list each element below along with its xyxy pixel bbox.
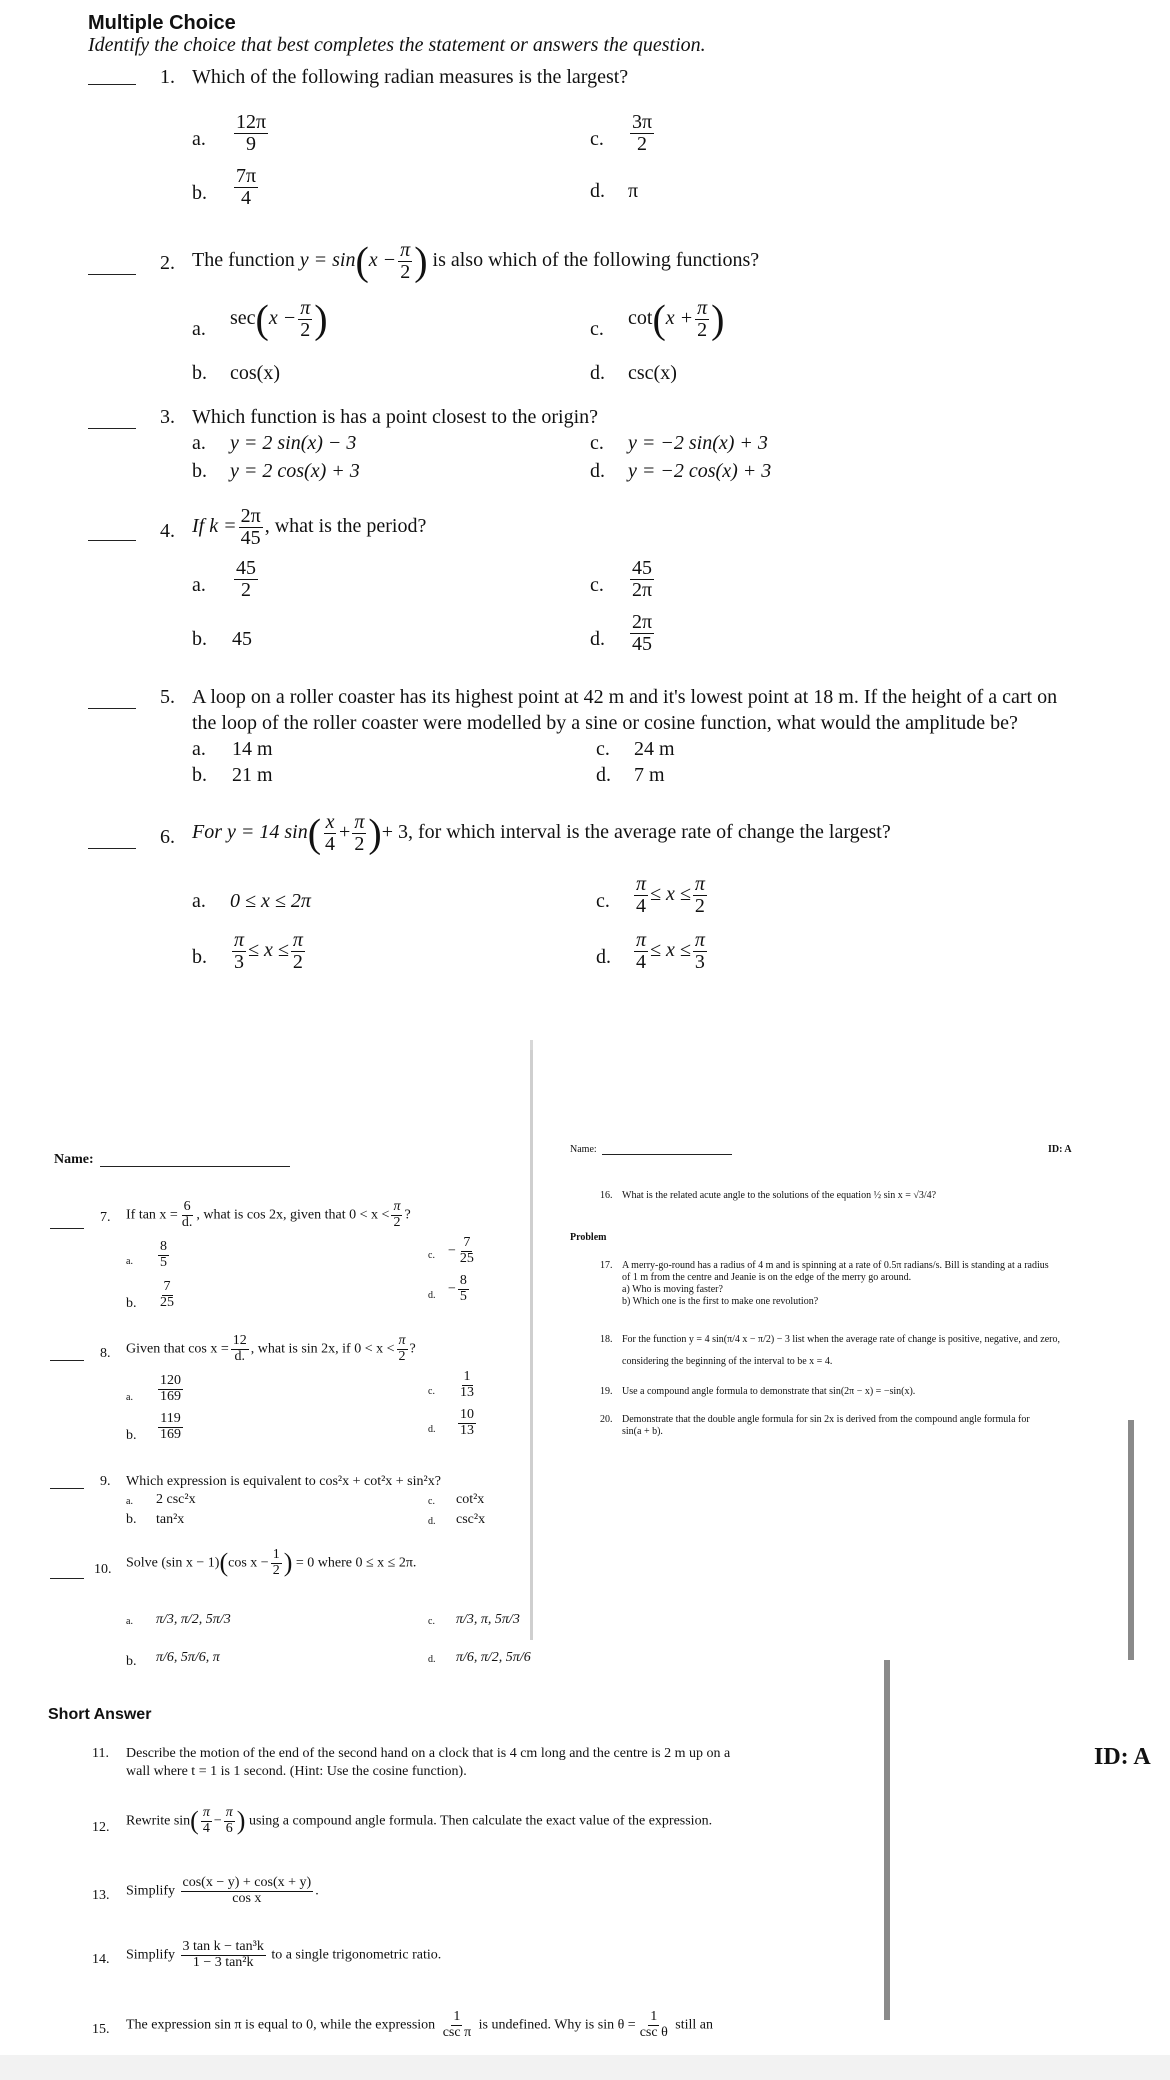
q9-option-c-label: c. [428, 1496, 435, 1507]
question-19-number: 19. [600, 1386, 613, 1397]
answer-blank-3[interactable] [88, 428, 136, 429]
q9-option-c: cot²x [456, 1492, 485, 1507]
right-page-fragment [530, 1040, 1133, 1610]
question-10-number: 10. [94, 1562, 112, 1577]
question-15-number: 15. [92, 2022, 110, 2037]
q8-option-c: $\frac{1}{13}$ [460, 1369, 474, 1400]
answer-blank-1[interactable] [88, 84, 136, 85]
q3-option-a: y = 2 sin(x) − 3 [230, 432, 357, 454]
q3-option-b: y = 2 cos(x) + 3 [230, 460, 360, 482]
question-4-text: If k = $\frac{2\pi}{45}$ , what is the period? [192, 505, 427, 549]
q6-option-a: 0 ≤ x ≤ 2π [230, 890, 311, 912]
q1-option-a: $\frac{12\pi}{9}$ [236, 111, 267, 155]
q3-option-d-label: d. [590, 460, 605, 482]
q4-option-d-label: d. [590, 628, 605, 650]
question-17-line-2: of 1 m from the centre and Jeanie is on the edge of the merry go around. [622, 1272, 912, 1283]
question-17-line-3: a) Who is moving faster? [622, 1284, 723, 1295]
answer-blank-5[interactable] [88, 708, 136, 709]
q4-option-a: $\frac{45}{2}$ [236, 557, 256, 601]
q10-option-a: π/3, π/2, 5π/3 [156, 1612, 231, 1627]
q2-option-c-label: c. [590, 318, 604, 340]
q3-option-b-label: b. [192, 460, 207, 482]
answer-blank-2[interactable] [88, 274, 136, 275]
question-16-text: What is the related acute angle to the solutions of the equation ½ sin x = √3/4? [622, 1190, 937, 1201]
question-13-text: Simplify $\frac{\cos(x - y) + \cos(x + y)}{\text{cos x}}$ . [126, 1875, 319, 1906]
q6-option-c: $\frac{\pi}{4}$ ≤ x ≤ $\frac{\pi}{2}$ [636, 873, 705, 917]
q7-option-d: − $\frac{8}{5}$ [448, 1273, 467, 1304]
question-14-text: Simplify $\frac{\text{3 tan k − tan³k}}{\text{1 − 3 tan²k}}$ to a single trigonometric ratio. [126, 1939, 442, 1970]
q9-option-b-label: b. [126, 1512, 137, 1527]
q2-option-d: csc(x) [628, 362, 677, 384]
q1-option-d: π [628, 180, 639, 202]
name-label-left: Name: [54, 1152, 94, 1167]
question-1-text: Which of the following radian measures is the largest? [192, 66, 629, 88]
q8-option-d-label: d. [428, 1424, 436, 1435]
id-label-large: ID: A [1094, 1744, 1151, 1770]
question-7-number: 7. [100, 1210, 111, 1225]
q9-option-d: csc²x [456, 1512, 486, 1527]
question-2-number: 2. [160, 252, 175, 274]
q5-option-c: 24 m [634, 738, 675, 760]
question-3-number: 3. [160, 406, 175, 428]
q10-option-d-label: d. [428, 1654, 436, 1665]
q3-option-a-label: a. [192, 432, 206, 454]
question-11-line-1: Describe the motion of the end of the second hand on a clock that is 4 cm long and the centre is 2 m up on a [126, 1746, 731, 1761]
q6-option-d-label: d. [596, 946, 611, 968]
q5-option-b-label: b. [192, 764, 207, 786]
question-2-text: The function y = sin(x − $\frac{\pi}{2}$ ) is also which of the following functions? [192, 238, 760, 284]
name-field-left[interactable] [100, 1166, 290, 1167]
question-12-number: 12. [92, 1820, 110, 1835]
q9-option-a: 2 csc²x [156, 1492, 196, 1507]
q10-option-c-label: c. [428, 1616, 435, 1627]
question-12-text: Rewrite sin( $\frac{\pi}{4}$ − $\frac{\pi}{6}$ ) using a compound angle formula. Then calculate the exact value of the expression. [126, 1805, 713, 1836]
q4-option-d: $\frac{2\pi}{45}$ [632, 611, 653, 655]
q5-option-b: 21 m [232, 764, 273, 786]
question-9-text: Which expression is equivalent to cos²x + cot²x + sin²x? [126, 1474, 441, 1489]
answer-blank-10[interactable] [50, 1578, 84, 1579]
name-field-right[interactable] [602, 1154, 732, 1155]
question-14-number: 14. [92, 1952, 110, 1967]
answer-blank-9[interactable] [50, 1488, 84, 1489]
instructions: Identify the choice that best completes the statement or answers the question. [88, 34, 706, 56]
question-4-number: 4. [160, 520, 175, 542]
scroll-divider [1128, 1420, 1134, 1660]
question-9-number: 9. [100, 1474, 111, 1489]
q1-option-c: $\frac{3\pi}{2}$ [632, 111, 653, 155]
question-18-line-2: considering the beginning of the interval to be x = 4. [622, 1356, 833, 1367]
q7-option-a-label: a. [126, 1256, 133, 1267]
section-title-multiple-choice: Multiple Choice [88, 12, 236, 34]
q10-option-d: π/6, π/2, 5π/6 [456, 1650, 531, 1665]
question-6-number: 6. [160, 826, 175, 848]
q9-option-b: tan²x [156, 1512, 185, 1527]
q4-option-b-label: b. [192, 628, 207, 650]
question-13-number: 13. [92, 1888, 110, 1903]
q4-option-c: $\frac{45}{2\pi}$ [632, 557, 653, 601]
q8-option-c-label: c. [428, 1386, 435, 1397]
question-15-text: The expression sin π is equal to 0, while the expression $\frac{1}{\text{csc π}}$ is undefined. Why is sin θ = $\frac{1}{\text{csc θ}}$ still an [126, 2009, 714, 2040]
question-10-text: Solve (sin x − 1)(cos x − $\frac{1}{2}$ ) = 0 where 0 ≤ x ≤ 2π. [126, 1547, 417, 1578]
answer-blank-8[interactable] [50, 1360, 84, 1361]
q6-option-a-label: a. [192, 890, 206, 912]
q10-option-a-label: a. [126, 1616, 133, 1627]
q5-option-a: 14 m [232, 738, 273, 760]
q8-option-b: $\frac{119}{169}$ [160, 1411, 181, 1442]
q6-option-d: $\frac{\pi}{4}$ ≤ x ≤ $\frac{\pi}{3}$ [636, 929, 705, 973]
question-18-line-1: For the function y = 4 sin(π/4 x − π/2) − 3 list when the average rate of change is positive, negative, and zero, [622, 1334, 1061, 1345]
question-6-text: For y = 14 sin( $\frac{x}{4}$ + $\frac{\pi}{2}$ )+ 3, for which interval is the average rate of change the largest? [192, 810, 891, 856]
question-11-line-2: wall where t = 1 is 1 second. (Hint: Use the cosine function). [126, 1764, 467, 1779]
q2-option-b-label: b. [192, 362, 207, 384]
q2-option-a-label: a. [192, 318, 206, 340]
q1-option-d-label: d. [590, 180, 605, 202]
question-17-number: 17. [600, 1260, 613, 1271]
q8-option-d: $\frac{10}{13}$ [460, 1407, 474, 1438]
q6-option-b-label: b. [192, 946, 207, 968]
q1-option-c-label: c. [590, 128, 604, 150]
q1-option-a-label: a. [192, 128, 206, 150]
page-edge [530, 1050, 533, 1640]
name-label-right: Name: [570, 1144, 597, 1155]
q8-option-a-label: a. [126, 1392, 133, 1403]
question-3-text: Which function is has a point closest to the origin? [192, 406, 599, 428]
q2-option-d-label: d. [590, 362, 605, 384]
q9-option-a-label: a. [126, 1496, 133, 1507]
question-7-text: If tan x = $\frac{6}{d.}$ , what is cos 2x, given that 0 < x < $\frac{\pi}{2}$ ? [126, 1199, 411, 1230]
q10-option-c: π/3, π, 5π/3 [456, 1612, 520, 1627]
q7-option-c: − $\frac{7}{25}$ [448, 1235, 474, 1266]
question-20-number: 20. [600, 1414, 613, 1425]
question-5-line-1: A loop on a roller coaster has its highest point at 42 m and it's lowest point at 18 m. If the height of a cart on [192, 686, 1058, 708]
question-19-text: Use a compound angle formula to demonstrate that sin(2π − x) = −sin(x). [622, 1386, 916, 1397]
q7-option-b: $\frac{7}{25}$ [160, 1279, 174, 1310]
question-18-number: 18. [600, 1334, 613, 1345]
q2-option-c: cot(x + $\frac{\pi}{2}$ ) [628, 296, 725, 342]
q6-option-b: $\frac{\pi}{3}$ ≤ x ≤ $\frac{\pi}{2}$ [234, 929, 303, 973]
q2-option-a: sec(x − $\frac{\pi}{2}$ ) [230, 296, 328, 342]
q7-option-d-label: d. [428, 1290, 436, 1301]
question-11-number: 11. [92, 1746, 109, 1761]
problem-heading: Problem [570, 1232, 607, 1243]
q1-option-b: $\frac{7\pi}{4}$ [236, 165, 257, 209]
q10-option-b: π/6, 5π/6, π [156, 1650, 220, 1665]
q9-option-d-label: d. [428, 1516, 436, 1527]
q4-option-c-label: c. [590, 574, 604, 596]
question-5-line-2: the loop of the roller coaster were modelled by a sine or cosine function, what would the amplitude be? [192, 712, 1018, 734]
q3-option-d: y = −2 cos(x) + 3 [628, 460, 772, 482]
question-16-number: 16. [600, 1190, 613, 1201]
q4-option-a-label: a. [192, 574, 206, 596]
question-20-line-1: Demonstrate that the double angle formula for sin 2x is derived from the compound angle formula for [622, 1414, 1030, 1425]
q1-option-b-label: b. [192, 182, 207, 204]
answer-blank-4[interactable] [88, 540, 136, 541]
q7-option-a: $\frac{8}{5}$ [160, 1239, 167, 1270]
q5-option-a-label: a. [192, 738, 206, 760]
q10-option-b-label: b. [126, 1654, 137, 1669]
q3-option-c: y = −2 sin(x) + 3 [628, 432, 768, 454]
section-title-short-answer: Short Answer [48, 1706, 152, 1723]
q5-option-c-label: c. [596, 738, 610, 760]
answer-blank-6[interactable] [88, 848, 136, 849]
q4-option-b: 45 [232, 628, 252, 650]
question-8-text: Given that cos x = $\frac{12}{d.}$ , what is sin 2x, if 0 < x < $\frac{\pi}{2}$ ? [126, 1333, 416, 1364]
q8-option-b-label: b. [126, 1428, 137, 1443]
question-5-number: 5. [160, 686, 175, 708]
answer-blank-7[interactable] [50, 1228, 84, 1229]
q5-option-d-label: d. [596, 764, 611, 786]
id-label-right: ID: A [1048, 1144, 1072, 1155]
question-1-number: 1. [160, 66, 175, 88]
q6-option-c-label: c. [596, 890, 610, 912]
scroll-divider-2 [884, 1660, 890, 2020]
q7-option-b-label: b. [126, 1296, 137, 1311]
q2-option-b: cos(x) [230, 362, 280, 384]
question-17-line-4: b) Which one is the first to make one revolution? [622, 1296, 819, 1307]
q8-option-a: $\frac{120}{169}$ [160, 1373, 181, 1404]
q7-option-c-label: c. [428, 1250, 435, 1261]
q3-option-c-label: c. [590, 432, 604, 454]
question-8-number: 8. [100, 1346, 111, 1361]
question-20-line-2: sin(a + b). [622, 1426, 663, 1437]
q5-option-d: 7 m [634, 764, 665, 786]
question-17-line-1: A merry-go-round has a radius of 4 m and is spinning at a rate of 0.5π radians/s. Bill is standing at a radius [622, 1260, 1049, 1271]
